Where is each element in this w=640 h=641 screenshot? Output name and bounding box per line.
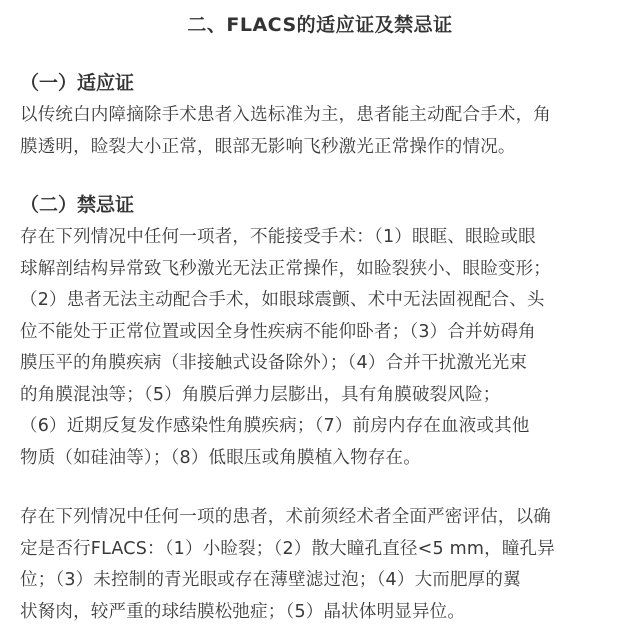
- text-line: （2）患者无法主动配合手术，如眼球震颤、术中无法固视配合、头: [20, 290, 545, 310]
- text-line: 物质（如硅油等）；（8）低眼压或角膜植入物存在。: [20, 447, 421, 468]
- section-title: 二、FLACS的适应证及禁忌证: [187, 14, 453, 36]
- text-line: 膜压平的角膜疾病（非接触式设备除外）；（4）合并干扰激光光束: [20, 353, 528, 373]
- text-line: 以传统白内障摘除手术患者入选标准为主，患者能主动配合手术，角: [20, 105, 551, 125]
- text-line: 球解剖结构异常致飞秒激光无法正常操作，如睑裂狭小、眼睑变形；: [20, 258, 551, 279]
- text-line: 存在下列情况中任何一项者，不能接受手术：（1）眼眶、眼睑或眼: [20, 227, 536, 247]
- text-line: 位；（3）未控制的青光眼或存在薄壁滤过泡；（4）大而肥厚的翼: [20, 570, 521, 590]
- text-line: （6）近期反复发作感染性角膜疾病；（7）前房内存在血液或其他: [20, 416, 530, 436]
- indications-paragraph: [20, 100, 624, 163]
- relative-contraindications-paragraph: [20, 502, 624, 628]
- text-line: 定是否行FLACS：（1）小睑裂；（2）散大瞳孔直径<5 mm，瞳孔异: [20, 538, 555, 559]
- text-line: 位不能处于正常位置或因全身性疾病不能仰卧者；（3）合并妨碍角: [20, 321, 536, 342]
- indications-heading: （一）适应证: [20, 72, 135, 94]
- text-line: 存在下列情况中任何一项的患者，术前须经术者全面严密评估，以确: [20, 507, 551, 527]
- contraindications-heading: （二）禁忌证: [20, 194, 135, 216]
- text-line: 膜透明，睑裂大小正常，眼部无影响飞秒激光正常操作的情况。: [20, 136, 516, 157]
- text-line: 的角膜混浊等；（5）角膜后弹力层膨出，具有角膜破裂风险；: [20, 384, 501, 405]
- contraindications-paragraph: [20, 222, 624, 474]
- text-line: 状胬肉，较严重的球结膜松弛症；（5）晶状体明显异位。: [20, 601, 466, 622]
